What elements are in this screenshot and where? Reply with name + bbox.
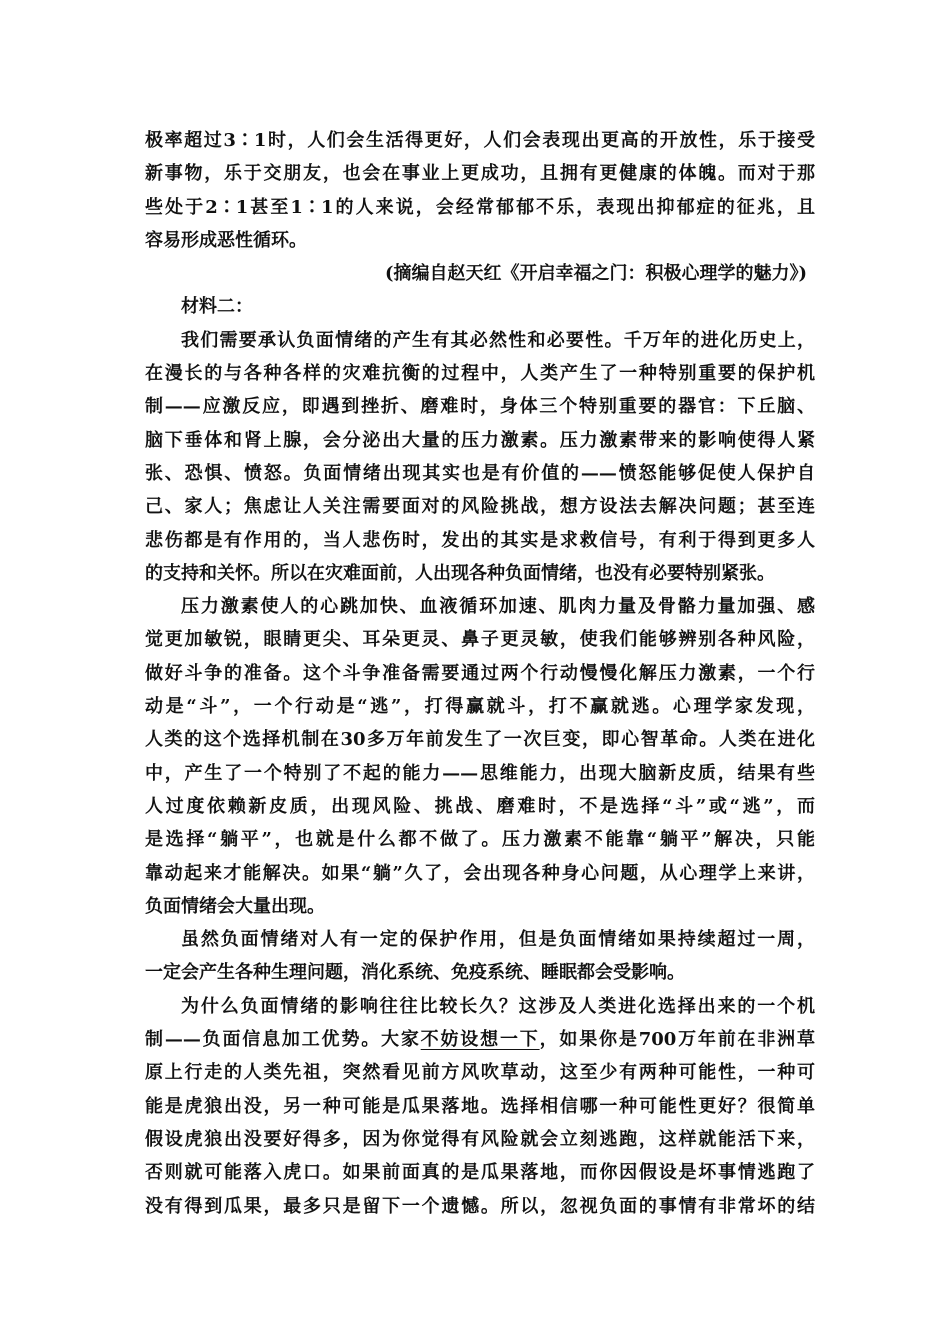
text-line: 的支持和关怀。所以在灾难面前，人出现各种负面情绪，也没有必要特别紧张。 — [145, 562, 775, 584]
text-line: 负面情绪会大量出现。 — [145, 895, 325, 917]
text-line: 能是虎狼出没，另一种可能是瓜果落地。选择相信哪一种可能性更好？很简单 — [145, 1095, 815, 1117]
text-line: 己、家人；焦虑让人关注需要面对的风险挑战，想方设法去解决问题；甚至连 — [145, 496, 815, 518]
text-line: 制——应激反应，即遇到挫折、磨难时，身体三个特别重要的器官：下丘脑、 — [145, 396, 815, 418]
paragraph-negativity-bias — [145, 990, 815, 1223]
text-line: 脑下垂体和肾上腺，会分泌出大量的压力激素。压力激素带来的影响使得人紧 — [145, 429, 815, 451]
text-line: 人类的这个选择机制在30多万年前发生了一次巨变，即心智革命。人类在进化 — [145, 729, 815, 751]
paragraph-protective-effect — [145, 923, 815, 990]
text-line: 原上行走的人类先祖，突然看见前方风吹草动，这至少有两种可能性，一种可 — [145, 1062, 815, 1084]
text-line: 靠动起来才能解决。如果“躺”久了，会出现各种身心问题，从心理学上来讲， — [145, 862, 815, 884]
text-line: 我们需要承认负面情绪的产生有其必然性和必要性。千万年的进化历史上， — [181, 329, 815, 351]
text-line: 些处于2∶1甚至1∶1的人来说，会经常郁郁不乐，表现出抑郁症的征兆，且 — [145, 196, 815, 218]
text-line: 假设虎狼出没要好得多，因为你觉得有风险就会立刻逃跑，这样就能活下来， — [145, 1128, 815, 1150]
paragraph-negative-emotion-necessity — [145, 324, 815, 590]
text-line: 是选择“躺平”，也就是什么都不做了。压力激素不能靠“躺平”解决，只能 — [145, 829, 815, 851]
section-heading-material-two: 材料二： — [181, 296, 253, 318]
text-line: 在漫长的与各种各样的灾难抗衡的过程中，人类产生了一种特别重要的保护机 — [145, 363, 815, 385]
text-line: 否则就可能落入虎口。如果前面真的是瓜果落地，而你因假设是坏事情逃跑了 — [145, 1162, 815, 1184]
text-line: 虽然负面情绪对人有一定的保护作用，但是负面情绪如果持续超过一周， — [181, 929, 815, 951]
text-line: 做好斗争的准备。这个斗争准备需要通过两个行动慢慢化解压力激素，一个行 — [145, 662, 815, 684]
source-citation: (摘编自赵天红《开启幸福之门：积极心理学的魅力》) — [384, 263, 807, 285]
paragraph-stress-hormones — [145, 590, 815, 923]
text-line: 动是“斗”，一个行动是“逃”，打得赢就斗，打不赢就逃。心理学家发现， — [145, 696, 815, 718]
text-line: 中，产生了一个特别了不起的能力——思维能力，出现大脑新皮质，结果有些 — [145, 762, 815, 784]
text-line: 为什么负面情绪的影响往往比较长久？这涉及人类进化选择出来的一个机 — [181, 995, 815, 1017]
paragraph-material-one-ending — [145, 124, 815, 257]
text-line: 压力激素使人的心跳加快、血液循环加速、肌肉力量及骨骼力量加强、感 — [181, 596, 815, 618]
text-line: 悲伤都是有作用的，当人悲伤时，发出的其实是求救信号，有利于得到更多人 — [145, 529, 815, 551]
text-line: 没有得到瓜果，最多只是留下一个遗憾。所以，忽视负面的事情有非常坏的结 — [145, 1195, 815, 1217]
text-line: 觉更加敏锐，眼睛更尖、耳朵更灵、鼻子更灵敏，使我们能够辨别各种风险， — [145, 629, 815, 651]
text-line: 人过度依赖新皮质，出现风险、挑战、磨难时，不是选择“斗”或“逃”，而 — [145, 795, 815, 817]
text-line: 极率超过3∶1时，人们会生活得更好，人们会表现出更高的开放性，乐于接受 — [145, 130, 815, 151]
text-line-with-underline — [145, 1023, 815, 1056]
underlined-phrase: 不妨设想一下 — [420, 1029, 540, 1051]
text-line: 容易形成恶性循环。 — [145, 229, 307, 251]
text-segment: 制——负面信息加工优势。大家 — [145, 1029, 421, 1051]
text-line: 一定会产生各种生理问题，消化系统、免疫系统、睡眠都会受影响。 — [145, 962, 685, 984]
text-segment: ，如果你是700万年前在非洲草 — [539, 1029, 816, 1051]
article-body — [145, 124, 815, 1223]
text-line: 张、恐惧、愤怒。负面情绪出现其实也是有价值的——愤怒能够促使人保护自 — [145, 462, 815, 484]
text-line: 新事物，乐于交朋友，也会在事业上更成功，且拥有更健康的体魄。而对于那 — [145, 163, 815, 185]
